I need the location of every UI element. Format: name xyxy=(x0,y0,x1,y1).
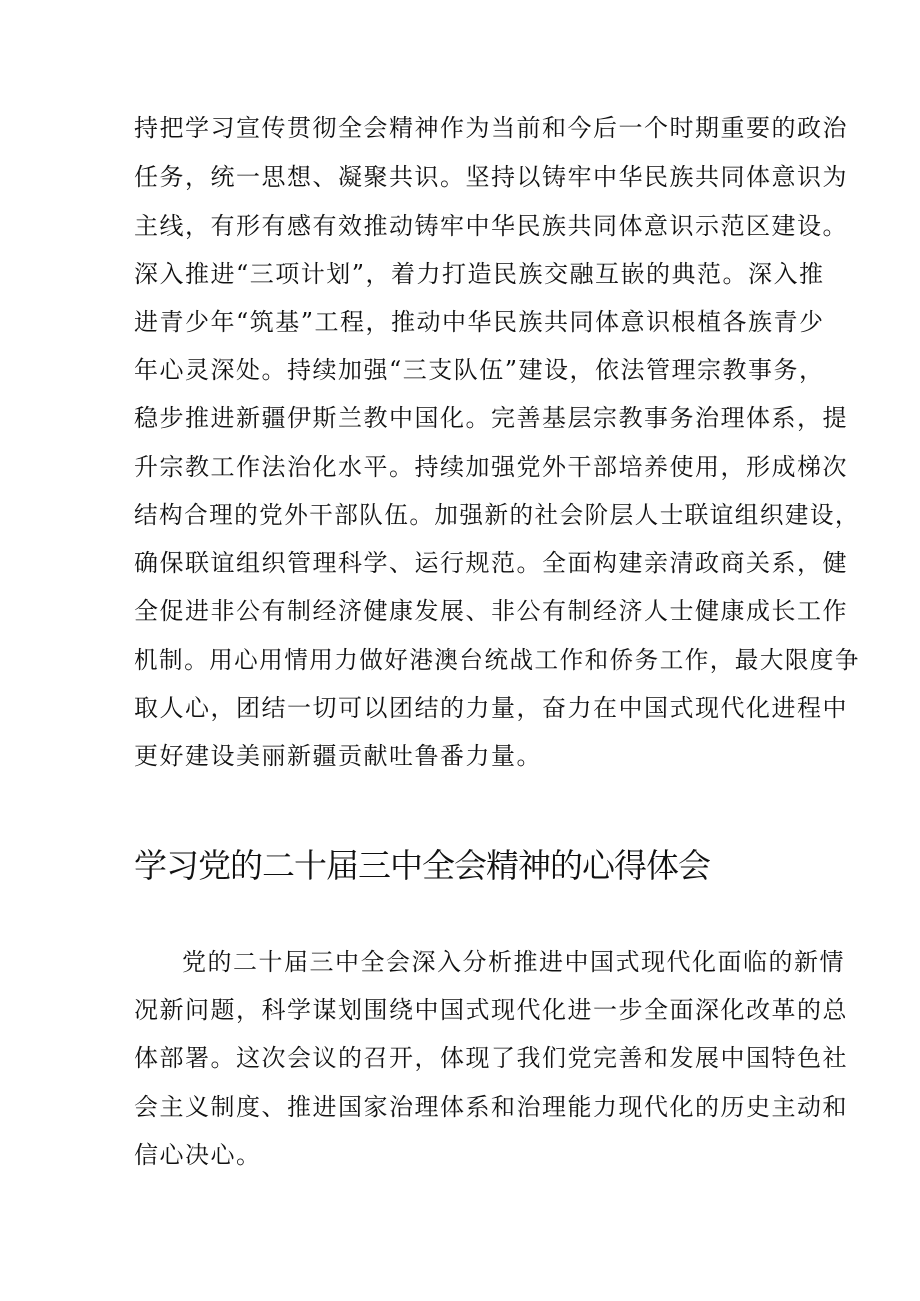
paragraph-line: 信心决心。 xyxy=(134,1141,262,1169)
paragraph-line: 更好建设美丽新疆贡献吐鲁番力量。 xyxy=(134,742,542,770)
paragraph-line: 会主义制度、推进国家治理体系和治理能力现代化的历史主动和 xyxy=(134,1093,848,1121)
paragraph-line: 任务，统一思想、凝聚共识。坚持以铸牢中华民族共同体意识为 xyxy=(134,163,848,191)
paragraph-line: 结构合理的党外干部队伍。加强新的社会阶层人士联谊组织建设， xyxy=(134,501,860,529)
paragraph-line: 年心灵深处。持续加强“三支队伍”建设，依法管理宗教事务， xyxy=(134,356,825,384)
paragraph-line: 升宗教工作法治化水平。持续加强党外干部培养使用，形成梯次 xyxy=(134,453,848,481)
paragraph-line: 党的二十届三中全会深入分析推进中国式现代化面临的新情 xyxy=(182,948,845,976)
paragraph-line: 取人心，团结一切可以团结的力量，奋力在中国式现代化进程中 xyxy=(134,694,848,722)
paragraph-line: 进青少年“筑基”工程，推动中华民族共同体意识根植各族青少 xyxy=(134,308,825,336)
paragraph-line: 体部署。这次会议的召开，体现了我们党完善和发展中国特色社 xyxy=(134,1044,848,1072)
paragraph-line: 全促进非公有制经济健康发展、非公有制经济人士健康成长工作 xyxy=(134,597,848,625)
paragraph-line: 主线，有形有感有效推动铸牢中华民族共同体意识示范区建设。 xyxy=(134,212,848,240)
paragraph-line: 确保联谊组织管理科学、运行规范。全面构建亲清政商关系，健 xyxy=(134,549,848,577)
paragraph-line: 机制。用心用情用力做好港澳台统战工作和侨务工作，最大限度争 xyxy=(134,646,860,674)
section-heading: 学习党的二十届三中全会精神的心得体会 xyxy=(134,846,710,885)
paragraph-line: 深入推进“三项计划”，着力打造民族交融互嵌的典范。深入推 xyxy=(134,260,825,288)
paragraph-line: 况新问题，科学谋划围绕中国式现代化进一步全面深化改革的总 xyxy=(134,996,848,1024)
paragraph-line: 稳步推进新疆伊斯兰教中国化。完善基层宗教事务治理体系，提 xyxy=(134,404,848,432)
paragraph-line: 持把学习宣传贯彻全会精神作为当前和今后一个时期重要的政治 xyxy=(134,114,848,142)
